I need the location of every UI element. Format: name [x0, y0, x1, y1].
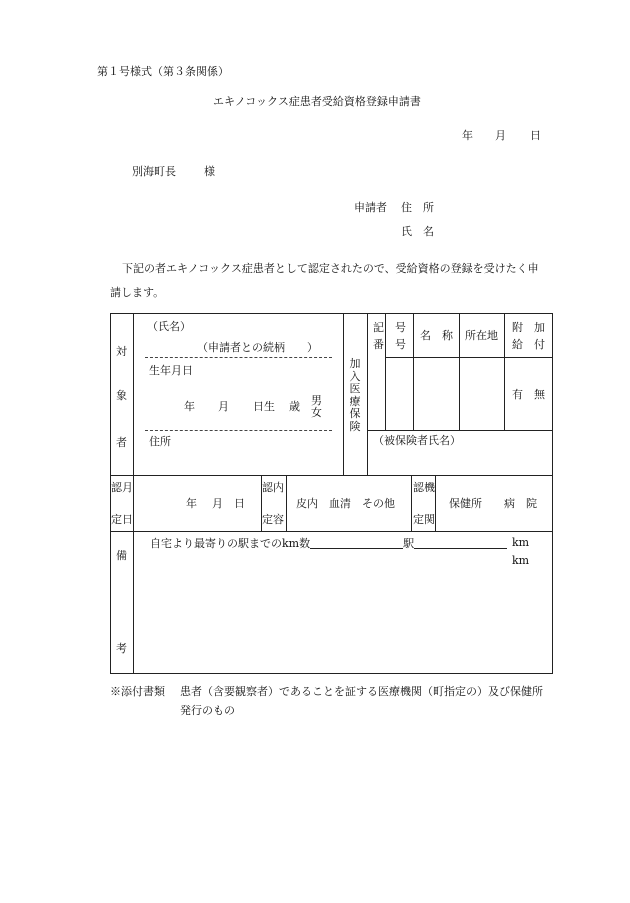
addressee-suffix: 様 — [204, 165, 215, 178]
attachment-text: 患者（含要観察者）であることを証する医療機関（町指定の）及び保健所 — [180, 685, 543, 698]
cert-content-label-2: 定容 — [262, 513, 284, 526]
subject-label-1: 対 — [116, 345, 127, 358]
distance-text: 自宅より最寄りの駅までのkm数 — [150, 537, 311, 550]
birth-day: 日生 — [253, 400, 275, 413]
subject-label-2: 象 — [116, 389, 127, 402]
divider — [413, 313, 414, 430]
yes-no-label: 有 無 — [512, 388, 545, 401]
cert-year: 年 — [186, 497, 197, 510]
cert-content-label-1: 認内 — [262, 481, 284, 494]
divider — [367, 313, 368, 475]
distance-line — [150, 537, 507, 549]
applicant-label: 申請者 — [354, 201, 387, 214]
institution-types: 保健所 病 院 — [449, 497, 537, 510]
station-label: 駅 — [403, 537, 415, 550]
cert-date-label-1: 認月 — [111, 481, 133, 494]
date-day: 日 — [530, 129, 541, 142]
remarks-label-top: 備 — [116, 549, 127, 562]
addressee-name: 別海町長 — [132, 165, 176, 178]
attachment-text-2: 発行のもの — [180, 704, 235, 717]
cert-institution-label-1: 認機 — [413, 481, 435, 494]
form-number: 第１号様式（第３条関係） — [97, 65, 229, 78]
subject-label-3: 者 — [116, 436, 127, 449]
cert-month: 月 — [212, 497, 223, 510]
divider — [385, 357, 553, 358]
cert-day: 日 — [234, 497, 245, 510]
test-types: 皮内 血清 その他 — [296, 497, 395, 510]
divider — [367, 430, 553, 431]
attachment-label: ※添付書類 — [110, 685, 165, 698]
divider — [110, 475, 553, 476]
km-unit-1: km — [512, 536, 530, 549]
divider — [411, 475, 412, 531]
divider — [110, 531, 553, 532]
statement-line-1: 下記の者エキノコックス症患者として認定されたので、受給資格の登録を受けたく申 — [122, 262, 539, 275]
km-unit-2: km — [512, 554, 530, 567]
station-name-blank — [310, 537, 403, 549]
birth-year: 年 — [184, 400, 195, 413]
insurer-name-label: 名 称 — [420, 329, 453, 342]
divider — [133, 313, 134, 674]
divider — [286, 475, 287, 531]
cert-date-label-2: 定日 — [111, 513, 133, 526]
remarks-label-bottom: 考 — [116, 642, 127, 655]
applicant-name-label: 氏 名 — [401, 225, 434, 238]
distance-blank — [414, 537, 507, 549]
number-label: 番 号 — [373, 338, 406, 351]
age-label: 歳 — [289, 400, 300, 413]
document-title: エキノコックス症患者受給資格登録申請書 — [213, 95, 421, 108]
additional-benefit-label-1: 附 加 — [512, 321, 545, 334]
insurer-location-label: 所在地 — [465, 329, 498, 342]
divider — [504, 313, 505, 430]
date-month: 月 — [495, 129, 506, 142]
relation-label: （申請者との続柄 ） — [197, 341, 318, 354]
insured-name-label: （被保険者氏名） — [373, 434, 461, 447]
symbol-label: 記 号 — [373, 321, 406, 334]
statement-line-2: 請します。 — [110, 286, 165, 299]
birth-month: 月 — [218, 400, 229, 413]
dashed-divider — [145, 357, 332, 358]
applicant-address-label: 住 所 — [401, 201, 434, 214]
additional-benefit-label-2: 給 付 — [512, 338, 545, 351]
subject-name-label: （氏名） — [147, 320, 191, 333]
divider — [435, 475, 436, 531]
dashed-divider — [145, 430, 332, 431]
sex-male: 男 — [311, 394, 322, 407]
subject-address-label: 住所 — [149, 435, 171, 448]
cert-institution-label-2: 定関 — [413, 513, 435, 526]
divider — [459, 313, 460, 430]
date-year: 年 — [462, 129, 473, 142]
sex-female: 女 — [311, 406, 322, 419]
insurance-label: 加入医療保険 — [349, 357, 361, 433]
divider — [343, 313, 344, 475]
birth-date-label: 生年月日 — [149, 364, 193, 377]
